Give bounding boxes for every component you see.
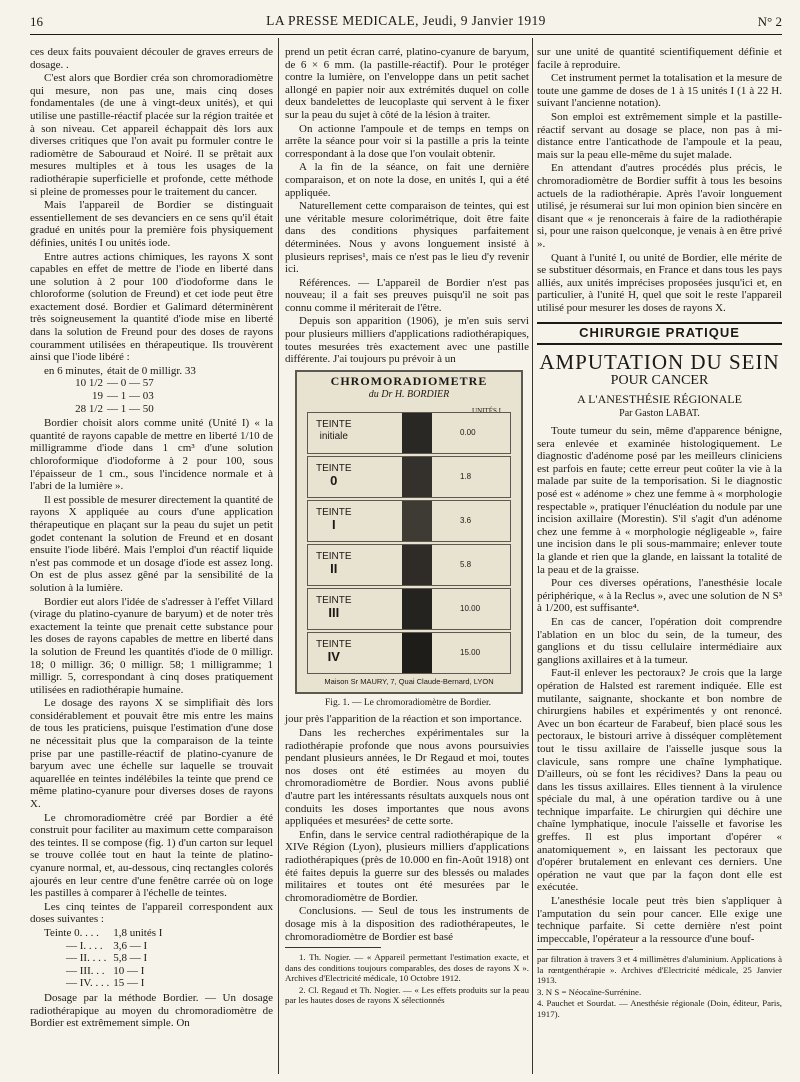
paragraph: Dans les recherches expérimentales sur la radiothérapie profonde que nous avons poursuivies pendant plusieurs années, le Dr Regaud et moi, toutes nos doses ont été estimées au moyen du chromoradiomètre de Bordier. Nous avons publié d'autre part les intéressants résultats auxquels nous ont conduits les doses importantes que nous avons appliquées et mesurées² de cette sorte. (285, 727, 529, 828)
footnote: 1. Th. Nogier. — « Appareil permettant l'estimation exacte, et dans des conditions toujours comparables, des doses de rayons X ». Archives d'Electricité médicale, 10 Octobre 1912. (285, 952, 529, 984)
column-1 (30, 46, 273, 1031)
table-cell: 3,6 — I (113, 939, 148, 952)
page-number: 16 (30, 14, 43, 29)
figure-subtitle: du Dr H. BORDIER (368, 388, 450, 400)
table-cell: 10 1/2 (75, 377, 103, 390)
table-row (44, 377, 200, 390)
table-cell: — 0 — 57 (106, 377, 154, 390)
table-row (44, 940, 166, 953)
teinte-row (307, 456, 511, 498)
teinte-swatch (402, 589, 432, 629)
figure-caption: Fig. 1. — Le chromoradiomètre de Bordier. (325, 697, 491, 708)
paragraph: Il est possible de mesurer directement la quantité de rayons X appliquée au cours d'une application thérapeutique en plaçant sur la peau du sujet un petit godet contenant la solution de Freund et en dosant ensuite l'iode libéré. Mais l'emploi d'un réactif liquide n'est pas commode et un dosage d'iode est assez long. On est de plus assez gêné par la sensibilité de la solution à la lumière. (30, 493, 273, 594)
column-2 (285, 46, 529, 1007)
teinte-swatch (402, 457, 432, 497)
teinte-swatch (402, 545, 432, 585)
paragraph: Faut-il enlever les pectoraux? Je crois que la large opération de Halsted est rarement indiquée. Elle est mutilante, saignante, shockante et bon nombre de chirurgiens habiles et expérimentés y ont renoncé. Avec un bon écarteur de Farabeuf, bien placé sous les pectoraux, le bistouri arrive à disséquer complètement tout le tissu axillaire de l'aisselle jusque sous la clavicule, sans rompre une chaîne lymphatique. D'ailleurs, où se font les récidives? Dans la peau ou dans les tissus axillaires. Elles tiennent à la virulence spéciale du mal, à une opération tardive ou à une technique imparfaite. Le chirurgien qui déchire une chaîne lymphatique, inocule l'aisselle et favorise les greffes. Il est plus important d'opérer « anatomiquement », en laissant les pectoraux que d'opérer brutalement en enlevant ces derniers. Une opération ne vaut que par la façon dont elle est exécutée. (537, 667, 782, 894)
paragraph: prend un petit écran carré, platino-cyanure de baryum, de 6 × 6 mm. (la pastille-réactif). Pour le protéger contre la lumière, on l'enveloppe dans un petit sachet allongé en papier noir aux extrémités duquel on colle deux bandelettes de leucoplaste qui servent à le fixer sur la peau du sujet à côté de la lésion à traiter. (285, 46, 529, 121)
teinte-row (307, 544, 511, 586)
teinte-label: TEINTE I (316, 506, 352, 532)
paragraph: Quant à l'unité I, ou unité de Bordier, elle mérite de se substituer désormais, en France et dans tous les pays alliés, aux unités imprécises proposées jusqu'ici et, en particulier, à l'unité H, quel que soit le reste l'appareil utilisé pour mesurer les doses de rayons X. (537, 251, 782, 314)
teinte-table (44, 927, 166, 990)
table-cell: — III. . . (66, 964, 105, 977)
teinte-value: 5.8 (460, 559, 472, 569)
paragraph: Le chromoradiomètre créé par Bordier a été construit pour faciliter au maximum cette comparaison des teintes. Il se compose (fig. 1) d'un carton sur lequel se trouve collée tout en haut la teinte de platino-cyanure normal, et, au-dessous, cinq rectangles colorés ajourés en leur centre d'une fenêtre carrée où on loge les pastilles à comparer à l'échelle de teintes. (30, 811, 273, 900)
footnote: 3. N S = Néocaïne-Surrénine. (537, 986, 642, 997)
table-cell: — 1 — 03 (106, 390, 154, 403)
table-cell: Teinte 0. . . . (44, 926, 99, 939)
article-byline: Par Gaston LABAT. (619, 408, 700, 420)
paragraph: A la fin de la séance, on fait une dernière comparaison, et on note la dose, en unités I, qui a été appliquée. (285, 161, 529, 199)
units-header: UNITÉS I (472, 406, 501, 415)
article-title: AMPUTATION DU SEIN (539, 350, 780, 375)
table-cell: — IV. . . . (66, 977, 110, 990)
table-cell: 1,8 unités I (113, 926, 163, 939)
teinte-label: TEINTE 0 (316, 462, 352, 488)
table-cell: était de 0 milligr. 33 (106, 364, 196, 377)
table-row (44, 390, 200, 403)
column-divider (532, 38, 533, 1074)
table-row (44, 403, 200, 416)
section-heading: CHIRURGIE PRATIQUE (537, 322, 782, 345)
teinte-row (307, 588, 511, 630)
teinte-value: 10.00 (460, 603, 481, 613)
paragraph: On actionne l'ampoule et de temps en temps on arrête la séance pour voir si la pastille a pris la teinte correspondant à la dose que l'on voulait obtenir. (285, 122, 529, 160)
paragraph: Cet instrument permet la totalisation et la mesure de toute une gamme de doses de 1 à 15 unités I (1 à 22 H. suivant l'ancienne notation). (537, 72, 782, 110)
table-cell: — I. . . . (66, 939, 103, 952)
paragraph: Depuis son apparition (1906), je m'en suis servi pour plusieurs milliers d'applications radiothérapiques, toutes mesurées très exactement avec une pastille différente. J'ai toujours pu prévoir à un (285, 315, 529, 366)
paragraph: C'est alors que Bordier créa son chromoradiomètre qui mesure, non pas une, mais cinq doses fondamentales (de une à vingt-deux unités), et qui utilise une pastille-réactif placée sur la région traitée et à son niveau. Cet appareil échappait dès lors aux diverses critiques que l'on avait pu formuler contre le radiomètre de Sabouraud et Noiré. Il se prêtait aux mesures multiples et à tous les usages de la radiothérapie superficielle et profonde, cette méthode si pleine de promesses pour le traitement du cancer. (30, 72, 273, 198)
page-header (30, 8, 782, 35)
paragraph: Pour ces diverses opérations, l'anesthésie locale périphérique, « à la Reclus », avec une solution de N S³ à 1/200, est suffisante⁴. (537, 577, 782, 615)
teinte-label: TEINTE IV (316, 638, 352, 664)
table-row (44, 927, 166, 940)
table-cell: 28 1/2 (75, 402, 103, 415)
footnote: 2. Cl. Regaud et Th. Nogier. — « Les effets produits sur la peau par les hautes doses de rayons X sélectionnés (285, 984, 529, 1006)
table-cell: — II. . . . (66, 952, 107, 965)
table-cell: 5,8 — I (113, 952, 148, 965)
teinte-row (307, 500, 511, 542)
paragraph: Enfin, dans le service central radiothérapique de la XIVe Région (Lyon), plusieurs milliers d'applications radiothérapiques (près de 10.000 en fin-Août 1918) ont été faites depuis la guerre sur des blessés ou malades militaires et toutes ont été mesurées par le chromoradiomètre de Bordier. (285, 828, 529, 904)
paragraph: Le dosage des rayons X se simplifiait dès lors considérablement et pouvait être mis entre les mains de tous les praticiens, puisque l'estimation d'une dose ne nécessitait plus que la comparaison de la teinte prise par une pastille-réactif de platino-cyanure de baryum avec une échelle sur laquelle se trouvait aquarellée en teintes indélébiles la teinte que prend ce même platino-cyanure pour diverses doses de rayons X. (30, 697, 273, 811)
masthead: LA PRESSE MEDICALE, Jeudi, 9 Janvier 1919 (266, 13, 546, 28)
column-divider (278, 38, 279, 1074)
table-cell: 19 (91, 390, 103, 403)
teinte-swatch (402, 413, 432, 453)
footnote: 4. Pauchet et Sourdat. — Anesthésie régionale (Doin, éditeur, Paris, 1917). (537, 998, 782, 1019)
paragraph: Bordier eut alors l'idée de s'adresser à l'effet Villard (virage du platino-cyanure de baryum) et de noter très exactement la teinte que prenait cette substance pour les doses de rayons capables de mettre en liberté dans la solution de Freund les quantités d'iode de 0 milligr. 18; 0 milligr. 36; 0 milligr. 58; 1 milligramme; 1 milligr. 5, correspondant à cinq doses pratiquement utilisées en radiothérapie humaine. (30, 595, 273, 696)
column-3 (537, 46, 782, 1020)
article-subtitle-2: A L'ANESTHÉSIE RÉGIONALE (577, 392, 742, 407)
paragraph: Dosage par la méthode Bordier. — Un dosage radiothérapique au moyen du chromoradiomètre de Bordier est extrêmement simple. On (30, 991, 273, 1030)
paragraph: Son emploi est extrêmement simple et la pastille-réactif servant au dosage se place, non pas à mi-distance entre l'anticathode de l'ampoule et la peau, mais sur la peau elle-même du sujet malade. (537, 110, 782, 161)
paragraph: Naturellement cette comparaison de teintes, qui est une véritable mesure colorimétrique, doit être faite dans des conditions physiques parfaitement déterminées. Nous y avons longuement insisté à plusieurs reprises¹, mais ce n'est pas le lieu d'y revenir ici. (285, 200, 529, 276)
paragraph: Références. — L'appareil de Bordier n'est pas nouveau; il a fait ses preuves puisqu'il ne soit pas connu comme il mériterait de l'être. (285, 276, 529, 314)
paragraph: Toute tumeur du sein, même d'apparence bénigne, sera enlevée et examinée histologiquement. Le diagnostic d'adénome posé par les meilleurs cliniciens est parfois en faute; cette erreur peut coûter la vie à la malade par suite de la temporisation. Si le diagnostic posé est « adénome » chez une femme à « morphologie respectable », pratiquer l'énucléation du nodule par une incision axillaire (Morestin). S'il s'agit d'un adénome chez une femme à « morphologie négligeable », faire une incision dans le pli sous-mammaire; enlever toute la glande et rien que la glande, en laissant la totalité de la peau et de la graisse. (537, 425, 782, 576)
footnote-rule (537, 949, 633, 950)
paragraph: Les cinq teintes de l'appareil correspondent aux doses suivantes : (30, 900, 273, 926)
teinte-swatch (402, 501, 432, 541)
paragraph: Conclusions. — Seul de tous les instruments de dosage mis à la disposition des radiothérapeutes, le chromoradiomètre de Bordier est basé (285, 905, 529, 943)
paragraph: jour près l'apparition de la réaction et son importance. (285, 713, 522, 726)
paragraph: Entre autres actions chimiques, les rayons X sont capables en effet de mettre de l'iode en liberté dans une solution à 2 pour 100 d'iodoforme dans le chloroforme (solution de Freund) et cet iode peut être exactement dosé. Bordier et Galimard déterminèrent très soigneusement la quantité d'iode mise en liberté dans la solution de Freund pour des doses de rayons couramment utilisées en thérapeutique. Ils trouvèrent ainsi que l'iode libéré : (30, 250, 273, 364)
table-cell: 10 — I (113, 964, 145, 977)
paragraph: Mais l'appareil de Bordier se distinguait essentiellement de ses devanciers en ce sens qu'il était gradué en unités pour la première fois physiquement définies, unités I ou unités iode. (30, 199, 273, 249)
paragraph: sur une unité de quantité scientifiquement définie et facile à reproduire. (537, 46, 782, 71)
teinte-row (307, 632, 511, 674)
paragraph: En attendant d'autres procédés plus précis, le chromoradiomètre de Bordier suffit à tous les besoins actuels de la radiothérapie. Après l'avoir longuement utilisé, je résumerai sur lui mon opinion bien sincère en disant que « je renoncerais à faire de la radiothérapie si, pour une raison quelconque, je venais à en être privé ». (537, 162, 782, 250)
figure-chromoradiometre (295, 370, 521, 710)
teinte-label: TEINTE II (316, 550, 352, 576)
teinte-row (307, 412, 511, 454)
chromoradiometre-image (295, 370, 523, 694)
paragraph: Bordier choisit alors comme unité (Unité I) « la quantité de rayons capable de mettre en liberté 1/10 de milligramme d'iode dans 1 cm³ d'une solution chloroformique d'iodoforme à 2 pour 100, sous l'épaisseur de 1 cm., sous l'incidence normale et à l'abri de la lumière ». (30, 417, 273, 493)
footnote-rule (285, 947, 381, 948)
issue-number: N° 2 (757, 14, 782, 29)
table-cell: en 6 minutes, (44, 364, 103, 377)
teinte-value: 0.00 (460, 427, 476, 437)
footnote: par filtration à travers 3 et 4 millimètres d'aluminium. Applications à la rœntgenthérapie ». Archives d'Electricité médicale, 25 Janvier 1913. (537, 954, 782, 986)
teinte-swatch (402, 633, 432, 673)
table-row (44, 365, 200, 378)
paragraph: L'anesthésie locale peut très bien s'appliquer à l'amputation du sein pour cancer. Elle exige une technique parfaite. Si cette dernière n'est point impeccable, l'opérateur a la ressource d'une bouf- (537, 895, 782, 945)
teinte-value: 1.8 (460, 471, 472, 481)
paragraph: ces deux faits pouvaient découler de graves erreurs de dosage. . (30, 46, 273, 71)
table-row (44, 965, 166, 978)
teinte-value: 3.6 (460, 515, 472, 525)
table-row (44, 977, 166, 990)
table-cell: 15 — I (113, 977, 145, 990)
article-subtitle: POUR CANCER (610, 373, 709, 389)
teinte-label: TEINTE III (316, 594, 352, 620)
table-cell: — 1 — 50 (106, 402, 154, 415)
figure-maker: Maison Sr MAURY, 7, Quai Claude-Bernard, LYON (324, 677, 494, 687)
teinte-value: 15.00 (460, 647, 481, 657)
teinte-label: TEINTE initiale (316, 418, 352, 442)
paragraph: En cas de cancer, l'opération doit comprendre l'ablation en un bloc du sein, de la tumeur, des ganglions et du tissu cellulaire intermédiaire aux ganglions axillaires et à la tumeur. (537, 615, 782, 666)
iode-table (44, 365, 200, 415)
figure-title: CHROMORADIOMETRE (330, 373, 488, 388)
table-row (44, 952, 166, 965)
